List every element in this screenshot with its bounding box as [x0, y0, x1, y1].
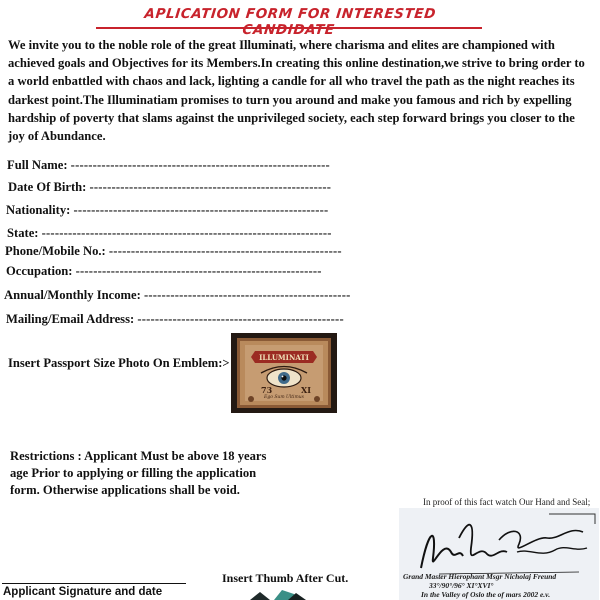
seal-caption: In proof of this fact watch Our Hand and Seal; [423, 497, 591, 507]
field-line: ----------------------------------------------- [143, 288, 351, 302]
thumb-image [248, 588, 308, 600]
signature-seal [399, 508, 599, 600]
occupation-field[interactable] [6, 264, 352, 279]
field-label: Occupation: [6, 264, 73, 278]
nationality-field[interactable] [6, 203, 352, 218]
field-label: Annual/Monthly Income: [4, 288, 141, 302]
state-field[interactable] [7, 226, 352, 241]
income-field[interactable] [4, 288, 352, 303]
phone-mobile-field[interactable] [5, 244, 352, 259]
emblem-image [231, 333, 337, 413]
signature-line[interactable] [2, 583, 186, 584]
title-underline [96, 27, 482, 29]
emblem-right-mark: XI [301, 385, 311, 395]
illuminati-emblem[interactable] [231, 333, 337, 413]
field-line: ----------------------------------------------------------- [70, 158, 330, 172]
field-label: State: [7, 226, 39, 240]
mailing-email-field[interactable] [6, 312, 352, 327]
seal-line-1: Grand Master Hierophant Msgr Nicholaj Freund [403, 572, 557, 581]
seal-line-2: 33°/90°/96° XI°XVI° [429, 581, 494, 590]
field-label: Mailing/Email Address: [6, 312, 135, 326]
photo-instruction: Insert Passport Size Photo On Emblem:> [8, 356, 230, 370]
restrictions-note: Restrictions : Applicant Must be above 18 years age Prior to applying or filling the application form. Otherwise applications shall be void. [10, 449, 267, 497]
field-line: ----------------------------------------------- [137, 312, 344, 326]
date-of-birth-field[interactable] [8, 180, 352, 195]
field-label: Nationality: [6, 203, 71, 217]
signature-label: Applicant Signature and date [3, 586, 163, 598]
emblem-banner: ILLUMINATI [259, 353, 309, 362]
form-title: APLICATION FORM FOR INTERESTED CANDIDATE [143, 6, 437, 38]
field-line: ----------------------------------------------------- [108, 244, 342, 258]
emblem-left-mark: 73 [261, 385, 273, 395]
seal-line-3: In the Valley of Oslo the of mars 2002 e.v. [421, 590, 551, 599]
field-line: ------------------------------------------------------------------ [41, 226, 332, 240]
intro-paragraph: We invite you to the noble role of the great Illuminati, where charisma and elites are championed with achieved goals and Objectives for its Members.In creating this online destination,we strive to bring order to a world enbattled with chaos and lack, lighting a candle for all who travel the path as the night reaches its darkest point.The Illuminatiam promises to turn you around and make you famous and rich by expelling hardship of poverty that slams against the unprivileged society, each step forward brings you closer to the joy of Abundance. [8, 38, 585, 144]
full-name-field[interactable] [7, 158, 352, 173]
field-label: Full Name: [7, 158, 68, 172]
field-line: ------------------------------------------------------- [89, 180, 332, 194]
field-label: Phone/Mobile No.: [5, 244, 106, 258]
emblem-motto: Ego Sum Ultimus [264, 395, 304, 400]
thumb-instruction: Insert Thumb After Cut. [222, 571, 349, 585]
field-label: Date Of Birth: [8, 180, 87, 194]
field-line: ---------------------------------------------------------- [73, 203, 329, 217]
field-line: -------------------------------------------------------- [75, 264, 322, 278]
